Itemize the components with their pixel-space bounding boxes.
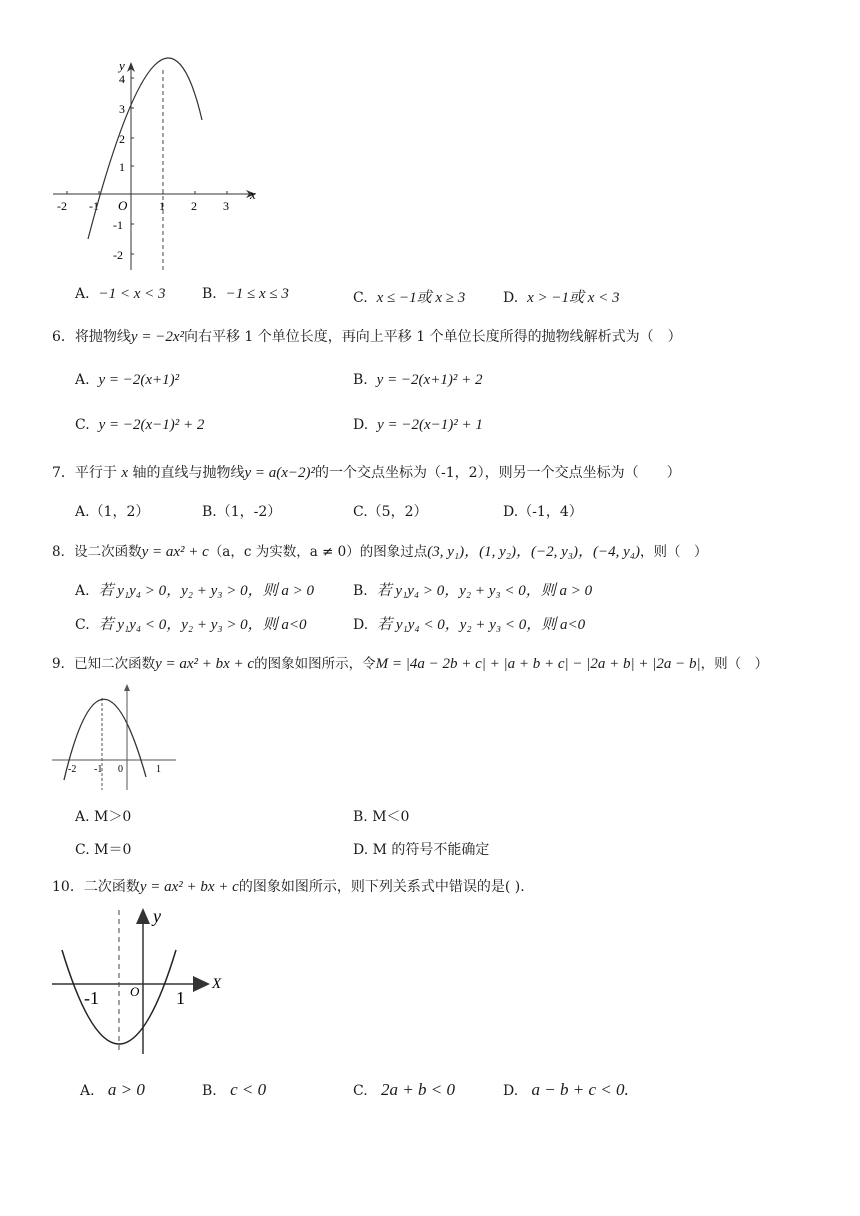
q10-graph [50,906,230,1056]
q9-stem: 9．已知二次函数y = ax² + bx + c的图象如图所示，令M = |4a − 2b + c| + |a + b + c| − |2a + b| + |2a − b|，则（ ） [52,656,769,672]
q10-stem: 10．二次函数y = ax² + bx + c的图象如图所示，则下列关系式中错误的是( ). [52,879,525,895]
q8-stem: 8．设二次函数y = ax² + c（a，c 为实数，a ≠ 0）的图象过点(3, y₁)，(1, y₂)，(−2, y₃)，(−4, y₄)，则（ ） [52,544,708,560]
q9-option-a[interactable]: A. M＞0 [75,809,132,825]
q10-tick-neg1: -1 [84,988,99,1008]
q9-tick-neg1: -1 [94,764,103,775]
q5-option-a[interactable]: A. −1 < x < 3 [75,286,166,302]
q6-option-c[interactable]: C. y = −2(x−1)² + 2 [75,417,205,433]
q9-y-arrow [124,684,130,691]
q10-x-label: X [212,976,222,992]
q7-stem: 7．平行于 x 轴的直线与抛物线y = a(x−2)²的一个交点坐标为（-1，2），则另一个交点坐标为（ ） [52,465,681,481]
q9-option-c[interactable]: C. M＝0 [75,842,132,858]
x-tick-neg2: -2 [57,199,67,213]
q5-graph [50,58,280,273]
q10-option-c[interactable]: C. 2a + b < 0 [353,1080,455,1099]
q6-option-a[interactable]: A. y = −2(x+1)² [75,372,180,388]
q8-option-b[interactable]: B. 若 y₁y₄ > 0，y₂ + y₃ < 0，则 a > 0 [353,583,593,599]
q9-graph [50,684,180,792]
q6-option-d[interactable]: D. y = −2(x−1)² + 1 [353,417,483,433]
origin-label: O [118,198,128,213]
y-axis-label: y [119,58,125,73]
y-tick-4: 4 [119,72,125,86]
x-tick-2: 2 [191,199,197,213]
q6-option-b[interactable]: B. y = −2(x+1)² + 2 [353,372,483,388]
q10-tick-1: 1 [176,988,185,1008]
q10-y-arrow [136,908,150,924]
q9-option-b[interactable]: B. M＜0 [353,809,410,825]
q10-y-label: y [153,906,161,926]
q7-option-d[interactable]: D.（-1，4） [503,504,583,520]
q5-option-c[interactable]: C. x ≤ −1或 x ≥ 3 [353,290,466,306]
x-axis-label: x [250,187,256,202]
parabola-curve [88,58,202,239]
q5-graph-axes [53,68,250,270]
x-tick-neg1: -1 [89,199,99,213]
y-tick-neg1: -1 [113,218,123,232]
q5-option-d[interactable]: D. x > −1或 x < 3 [503,290,620,306]
q8-option-c[interactable]: C. 若 y₁y₄ < 0，y₂ + y₃ > 0，则 a<0 [75,617,307,633]
y-tick-neg2: -2 [113,248,123,262]
q10-option-a[interactable]: A. a > 0 [80,1080,145,1099]
q5-option-b[interactable]: B. −1 ≤ x ≤ 3 [202,286,289,302]
q6-stem: 6．将抛物线y = −2x²向右平移 1 个单位长度，再向上平移 1 个单位长度所得的抛物线解析式为（ ） [52,329,682,345]
y-tick-3: 3 [119,102,125,116]
q7-option-b[interactable]: B.（1，-2） [202,504,282,520]
x-tick-1: 1 [159,199,165,213]
q10-option-b[interactable]: B. c < 0 [202,1080,267,1099]
q10-option-d[interactable]: D. a − b + c < 0. [503,1080,629,1099]
q10-x-arrow [193,976,210,992]
q10-origin-label: O [130,984,140,999]
q9-tick-1: 1 [156,764,161,775]
y-tick-1: 1 [119,160,125,174]
q8-option-a[interactable]: A. 若 y₁y₄ > 0，y₂ + y₃ > 0，则 a > 0 [75,583,314,599]
x-tick-3: 3 [223,199,229,213]
y-tick-2: 2 [119,132,125,146]
q8-option-d[interactable]: D. 若 y₁y₄ < 0，y₂ + y₃ < 0，则 a<0 [353,617,586,633]
q9-tick-0: 0 [118,764,123,775]
q9-option-d[interactable]: D. M 的符号不能确定 [353,842,490,858]
q9-tick-neg2: -2 [68,764,77,775]
q7-option-a[interactable]: A.（1，2） [75,504,150,520]
q7-option-c[interactable]: C.（5，2） [353,504,428,520]
